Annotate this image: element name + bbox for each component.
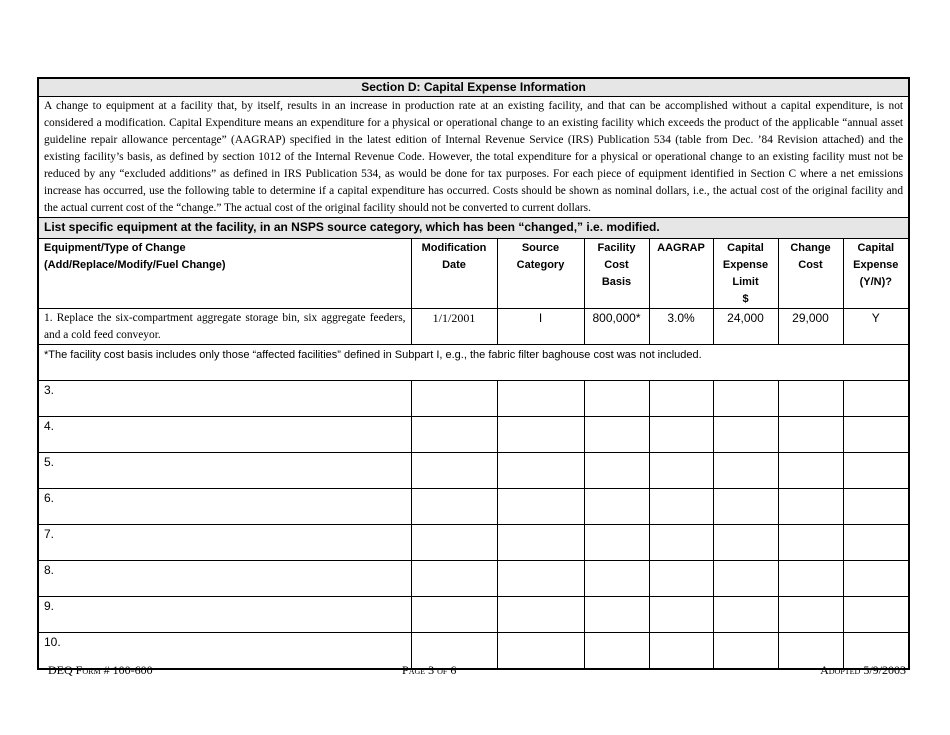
row1-capital-expense-yn[interactable]: Y xyxy=(843,309,909,345)
row1-equipment[interactable]: 1. Replace the six-compartment aggregate storage bin, six aggregate feeders, and a cold feed conveyor. xyxy=(38,309,411,345)
table-row xyxy=(38,309,909,345)
header-modification-date: Modification Date xyxy=(411,239,497,309)
row1-facility-cost-basis[interactable]: 800,000* xyxy=(584,309,649,345)
section-description: A change to equipment at a facility that, by itself, results in an increase in production rate at an existing facility, and that can be accomplished without a capital expenditure, is not considered a modification. Capital Expenditure means an expenditure for a physical or operational change to an existing facility which exceeds the product of the applicable “annual asset guideline repair allowance percentage” (AAGRAP) specified in the latest edition of Internal Revenue Service (IRS) Publication 534 (table from Dec. ’84 Revision attached) and the existing facility’s basis, as defined by section 1012 of the Internal Revenue Code. However, the total expenditure for a physical or operational change to an existing facility must not be reduced by any “excluded additions” as defined in IRS Publication 534, as would be done for tax purposes. For each piece of equipment identified in Section C where a net emissions increase has occurred, use the following table to determine if a capital expenditure has occurred. Costs should be shown as nominal dollars, i.e., the actual cost of the original facility and the actual current cost of the “change.” The actual cost of the original facility should not be converted to current dollars. xyxy=(38,97,909,218)
row-number[interactable]: 8. xyxy=(38,561,411,597)
header-source-category: Source Category xyxy=(497,239,584,309)
row-number[interactable]: 4. xyxy=(38,417,411,453)
row-number[interactable]: 5. xyxy=(38,453,411,489)
footer-form-number: DEQ Form # 100-600 xyxy=(48,663,153,677)
row-number[interactable]: 7. xyxy=(38,525,411,561)
row1-aagrap[interactable]: 3.0% xyxy=(649,309,713,345)
footnote: *The facility cost basis includes only those “affected facilities” defined in Subpart I, e.g., the fabric filter baghouse cost was not included. xyxy=(38,345,909,381)
header-capital-expense-yn: Capital Expense (Y/N)? xyxy=(843,239,909,309)
row1-capital-expense-limit[interactable]: 24,000 xyxy=(713,309,778,345)
capital-expense-table xyxy=(37,77,910,670)
header-aagrap: AAGRAP xyxy=(649,239,713,309)
table-row xyxy=(38,489,909,525)
row1-change-cost[interactable]: 29,000 xyxy=(778,309,843,345)
header-capital-expense-limit: Capital Expense Limit $ xyxy=(713,239,778,309)
table-row xyxy=(38,381,909,417)
row-number[interactable]: 9. xyxy=(38,597,411,633)
column-headers xyxy=(38,239,909,309)
row-number[interactable]: 10. xyxy=(38,633,411,670)
table-row xyxy=(38,633,909,670)
list-instruction: List specific equipment at the facility, in an NSPS source category, which has been “changed,” i.e. modified. xyxy=(38,218,909,239)
footer-page-number: Page 3 of 6 xyxy=(402,663,457,677)
row-number[interactable]: 6. xyxy=(38,489,411,525)
row-number[interactable]: 3. xyxy=(38,381,411,417)
header-change-cost: Change Cost xyxy=(778,239,843,309)
table-row xyxy=(38,561,909,597)
footer-adopted-date: Adopted 5/9/2003 xyxy=(820,663,906,677)
row1-source-category[interactable]: I xyxy=(497,309,584,345)
header-equipment: Equipment/Type of Change (Add/Replace/Modify/Fuel Change) xyxy=(38,239,411,309)
row1-modification-date[interactable]: 1/1/2001 xyxy=(411,309,497,345)
table-row xyxy=(38,525,909,561)
table-row xyxy=(38,417,909,453)
table-row xyxy=(38,453,909,489)
section-title: Section D: Capital Expense Information xyxy=(38,78,909,97)
table-row xyxy=(38,597,909,633)
header-facility-cost-basis: Facility Cost Basis xyxy=(584,239,649,309)
